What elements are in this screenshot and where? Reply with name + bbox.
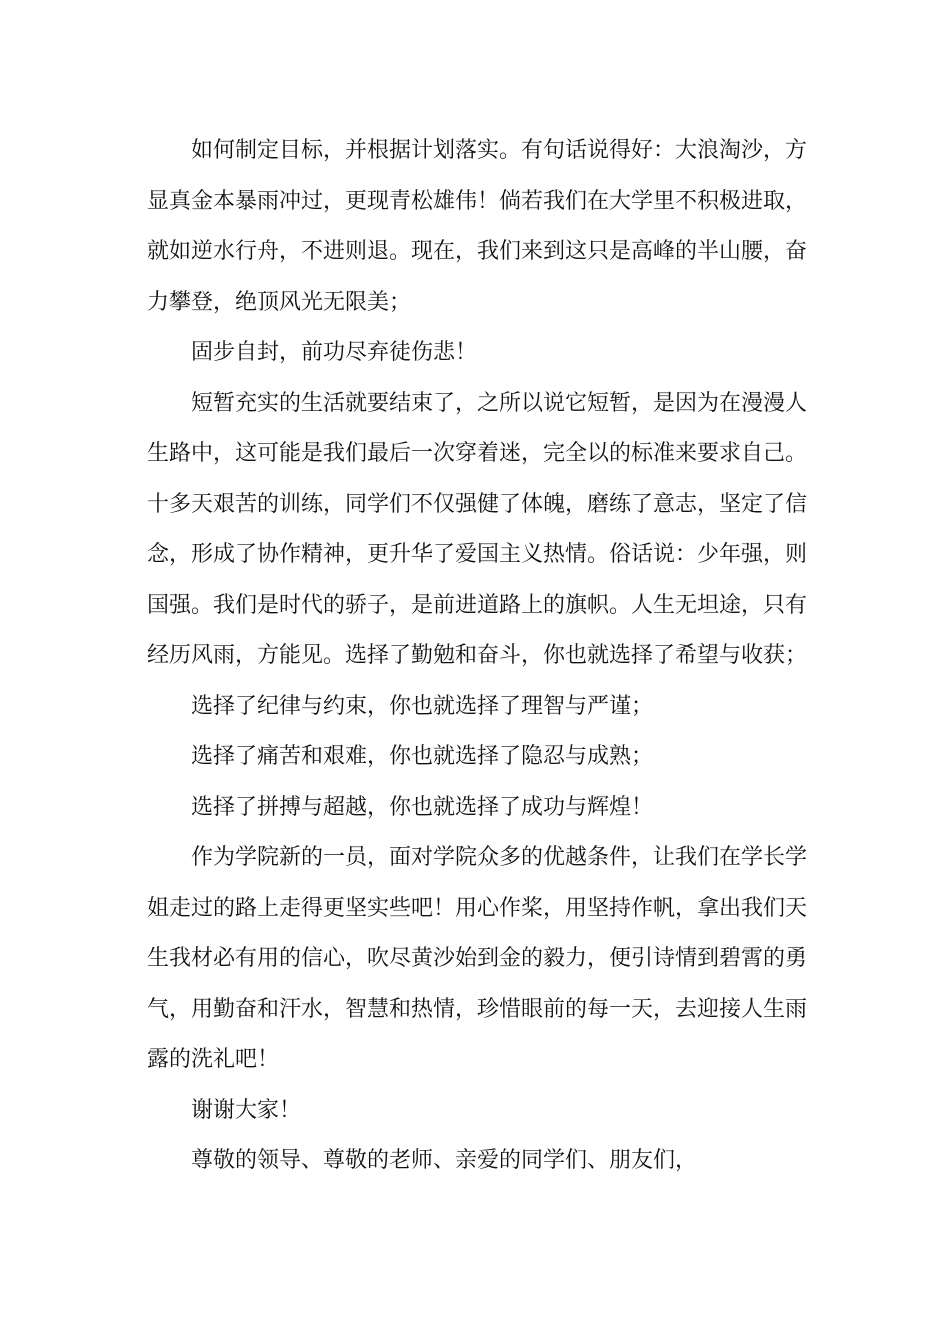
paragraph-complacency: 固步自封，前功尽弃徒伤悲！ <box>191 340 478 365</box>
paragraph-choice-striving: 选择了拼搏与超越，你也就选择了成功与辉煌！ <box>191 794 654 820</box>
document-body <box>147 126 807 1187</box>
paragraph-choice-discipline: 选择了纪律与约束，你也就选择了理智与严谨； <box>191 693 654 719</box>
paragraph-training-summary: 短暂充实的生活就要结束了，之所以说它短暂，是因为在漫漫人生路中，这可能是我们最后一次穿着迷，完全以的标准来要求自己。十多天艰苦的训练，同学们不仅强健了体魄，磨练了意志，坚定了信念，形成了协作精神，更升华了爱国主义热情。俗话说：少年强，则国强。我们是时代的骄子，是前进道路上的旗帜。人生无坦途，只有经历风雨，方能见。选择了勤勉和奋斗，你也就选择了希望与收获； <box>147 390 808 668</box>
paragraph-salutation: 尊敬的领导、尊敬的老师、亲爱的同学们、朋友们， <box>191 1148 698 1173</box>
paragraph-thanks: 谢谢大家！ <box>191 1097 302 1123</box>
paragraph-new-member: 作为学院新的一员，面对学院众多的优越条件，让我们在学长学姐走过的路上走得更坚实些吧！用心作桨，用坚持作帆，拿出我们天生我材必有用的信心，吹尽黄沙始到金的毅力，便引诗情到碧霄的勇气，用勤奋和汗水，智慧和热情，珍惜眼前的每一天，去迎接人生雨露的洗礼吧！ <box>147 845 808 1072</box>
paragraph-choice-hardship: 选择了痛苦和艰难，你也就选择了隐忍与成熟； <box>191 744 654 769</box>
paragraph-goal-setting: 如何制定目标，并根据计划落实。有句话说得好：大浪淘沙，方显真金本暴雨冲过，更现青松雄伟！倘若我们在大学里不积极进取，就如逆水行舟，不进则退。现在，我们来到这只是高峰的半山腰，奋力攀登，绝顶风光无限美； <box>147 138 808 315</box>
